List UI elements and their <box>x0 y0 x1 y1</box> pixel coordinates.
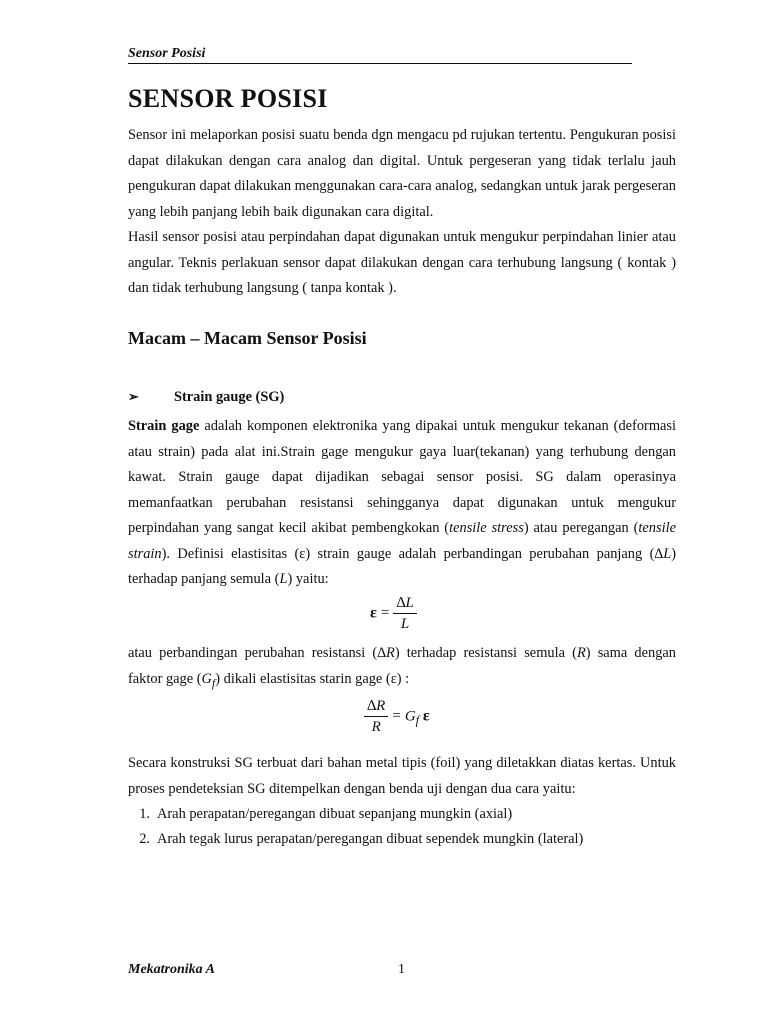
formula-equals: = <box>392 708 401 725</box>
formula-gage-factor <box>364 697 430 737</box>
text-run: ) yaitu: <box>287 571 329 587</box>
bold-term: Strain gage <box>128 418 200 434</box>
method-list <box>128 802 583 852</box>
formula-equals: = <box>380 605 390 622</box>
italic-subscript: f <box>211 675 216 690</box>
construction-paragraph: Secara konstruksi SG terbuat dari bahan metal tipis (foil) yang diletakkan diatas kertas. Untuk proses pendeteksian SG ditempelkan dengan benda uji dengan dua cara yaitu: <box>128 755 676 797</box>
list-item <box>128 827 583 852</box>
text-run: ) dikali elastisitas starin gage (ε) : <box>215 670 410 687</box>
text-run: ) terhadap resistansi semula ( <box>394 645 577 661</box>
formula-elasticity <box>370 594 417 634</box>
text-run: ). Definisi elastisitas (ε) strain gauge adalah perbandingan perubahan panjang (∆ <box>161 545 664 562</box>
list-text: Arah perapatan/peregangan dibuat sepanjang mungkin (axial) <box>157 806 513 822</box>
text-run: ) atau peregangan ( <box>523 520 639 536</box>
italic-var: G <box>201 670 212 687</box>
page-number: 1 <box>398 962 405 977</box>
footer-course: Mekatronika A <box>128 962 215 977</box>
list-item <box>128 802 583 827</box>
bullet-label: Strain gauge (SG) <box>174 389 285 405</box>
strain-gauge-paragraph <box>128 414 676 593</box>
italic-var: L <box>279 571 288 587</box>
italic-var: L <box>663 545 672 562</box>
italic-term: tensile stress <box>449 520 524 536</box>
intro-paragraph: Sensor ini melaporkan posisi suatu benda dgn mengacu pd rujukan tertentu. Pengukuran posisi dapat dilakukan dengan cara analog dan digital. Untuk pergeseran yang tidak terlalu jauh pengukuran dapat dilakukan menggunakan cara-cara analog, sedangkan untuk jarak pergeseran yang lebih panjang lebih baik digunakan cara digital. <box>128 127 676 220</box>
running-header: Sensor Posisi <box>128 46 632 64</box>
fraction-denominator: R <box>371 719 381 735</box>
list-number: 2. <box>139 831 150 847</box>
text-run: ) sama dengan faktor gage ( <box>128 645 676 687</box>
fraction-numerator: ∆R <box>364 697 388 717</box>
bullet-item-strain-gauge <box>128 389 284 406</box>
formula-gage-symbol: G <box>404 708 416 725</box>
arrow-bullet-icon: ➢ <box>128 389 139 404</box>
formula-fraction <box>364 697 388 737</box>
formula-lhs: ε <box>370 604 377 622</box>
formula-epsilon: ε <box>422 707 430 725</box>
fraction-denominator: L <box>400 616 410 632</box>
formula-subscript: f <box>415 713 420 728</box>
list-number: 1. <box>139 806 150 822</box>
result-paragraph: Hasil sensor posisi atau perpindahan dapat digunakan untuk mengukur perpindahan linier atau angular. Teknis perlakuan sensor dapat dilakukan dengan cara terhubung langsung ( kontak ) dan tidak terhubung langsung ( tanpa kontak ). <box>128 229 676 296</box>
fraction-numerator: ∆L <box>393 594 417 614</box>
text-run: adalah komponen elektronika yang dipakai untuk mengukur tekanan (deformasi atau strain) pada alat ini.Strain gage mengukur gaya luar(tekanan) yang terhubung dengan kawat. Strain gauge dapat dijadikan sebagai sensor posisi. SG dalam operasinya memanfaatkan perubahan resistansi sehingganya dapat digunakan untuk mengukur perpindahan yang sangat kecil akibat pembengkokan ( <box>128 418 677 536</box>
page-title: SENSOR POSISI <box>128 84 328 113</box>
text-run: atau perbandingan perubahan resistansi (∆ <box>128 645 387 661</box>
italic-term: tensile strain <box>128 520 676 562</box>
formula-fraction <box>393 594 417 634</box>
resistance-paragraph <box>128 641 676 696</box>
italic-var: R <box>386 645 395 661</box>
text-run: ) terhadap panjang semula ( <box>128 545 676 587</box>
list-text: Arah tegak lurus perapatan/peregangan dibuat sependek mungkin (lateral) <box>157 831 584 847</box>
section-heading: Macam – Macam Sensor Posisi <box>128 328 367 348</box>
italic-var: R <box>576 645 586 661</box>
